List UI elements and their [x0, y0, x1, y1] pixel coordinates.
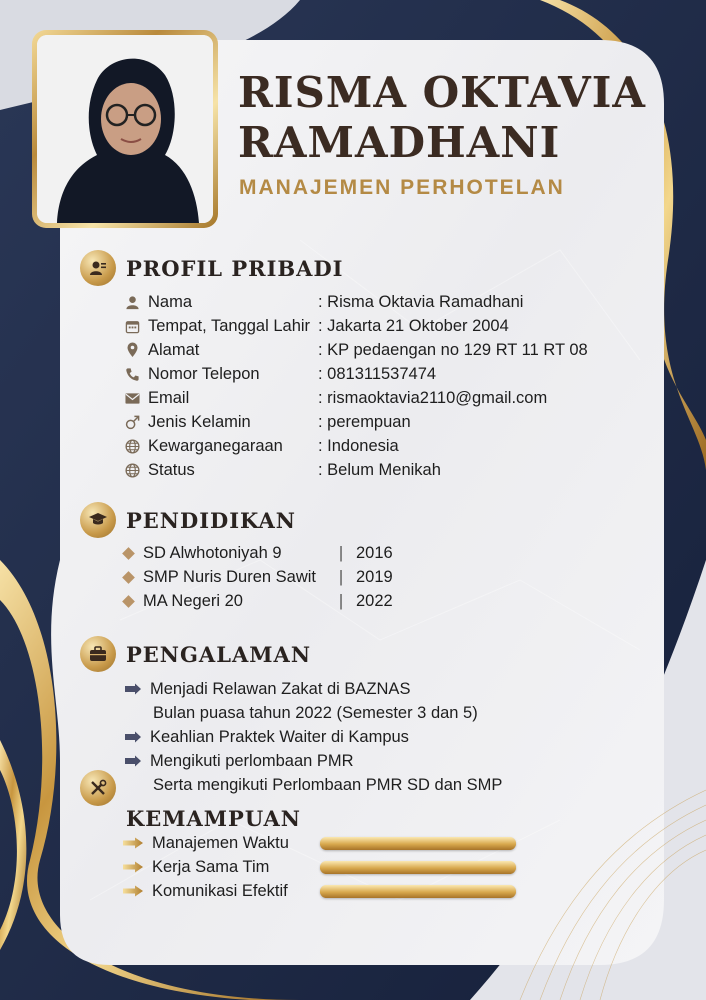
skill-level-fill: [320, 837, 516, 850]
location-pin-icon: [124, 342, 140, 358]
name-line-2: RAMADHANI: [238, 118, 561, 167]
profile-value: : rismaoktavia2110@gmail.com: [318, 388, 548, 407]
profile-value: : perempuan: [318, 412, 411, 431]
section-title-profile: PROFIL PRIBADI: [126, 256, 344, 281]
separator: |: [338, 567, 344, 586]
separator: |: [338, 543, 344, 562]
user-icon: [124, 294, 140, 310]
experience-title: Keahlian Praktek Waiter di Kampus: [150, 727, 409, 746]
profile-label: Kewarganegaraan: [148, 436, 283, 455]
profile-value: : Jakarta 21 Oktober 2004: [318, 316, 509, 335]
profile-value: : Risma Oktavia Ramadhani: [318, 292, 524, 311]
envelope-icon: [124, 390, 140, 406]
profile-label: Nama: [148, 292, 193, 311]
skill-level-fill: [320, 885, 516, 898]
profile-label: Status: [148, 460, 195, 479]
education-row: [124, 589, 393, 613]
profile-photo-frame: [32, 30, 218, 228]
profile-label: Email: [148, 388, 190, 407]
skill-level-bar: [320, 837, 516, 850]
arrow-bullet-icon: [124, 683, 150, 695]
graduation-year: 2016: [356, 543, 393, 562]
school-name: MA Negeri 20: [143, 591, 243, 610]
name-line-1: RISMA OKTAVIA: [238, 68, 646, 117]
experience-detail: Serta mengikuti Perlombaan PMR SD dan SMP: [153, 776, 503, 794]
profile-value: : Indonesia: [318, 436, 399, 455]
calendar-icon: [124, 318, 140, 334]
diamond-bullet-icon: [122, 571, 135, 584]
education-row: [124, 541, 393, 565]
tools-icon: [80, 770, 116, 806]
diamond-bullet-icon: [122, 547, 135, 560]
section-title-education: PENDIDIKAN: [126, 508, 296, 533]
skill-label: Manajemen Waktu: [152, 833, 289, 852]
profile-row: [124, 434, 399, 458]
profile-label: Tempat, Tanggal Lahir: [148, 316, 311, 335]
section-title-skills: KEMAMPUAN: [126, 806, 301, 831]
skill-level-bar: [320, 861, 516, 874]
school-name: SD Alwhotoniyah 9: [143, 543, 282, 562]
skill-level-bar: [320, 885, 516, 898]
profile-row: [124, 314, 509, 338]
gold-arrow-icon: [122, 861, 152, 873]
profile-photo: [37, 35, 213, 223]
profile-value: : KP pedaengan no 129 RT 11 RT 08: [318, 340, 588, 359]
arrow-bullet-icon: [124, 731, 150, 743]
skill-level-fill: [320, 861, 516, 874]
job-title: MANAJEMEN PERHOTELAN: [239, 176, 565, 199]
full-name: [238, 68, 646, 168]
experience-title: Menjadi Relawan Zakat di BAZNAS: [150, 679, 411, 698]
profile-label: Jenis Kelamin: [148, 412, 251, 431]
education-row: [124, 565, 393, 589]
skill-item: [122, 832, 289, 854]
profile-value: : Belum Menikah: [318, 460, 441, 479]
profile-row: [124, 386, 547, 410]
profile-row: [124, 362, 436, 386]
profile-row: [124, 338, 588, 362]
globe-icon: [124, 438, 140, 454]
profile-row: [124, 410, 411, 434]
graduation-year: 2022: [356, 591, 393, 610]
separator: |: [338, 591, 344, 610]
experience-item: [124, 725, 409, 749]
graduation-year: 2019: [356, 567, 393, 586]
section-title-experience: PENGALAMAN: [126, 642, 312, 667]
school-name: SMP Nuris Duren Sawit: [143, 567, 317, 586]
arrow-bullet-icon: [124, 755, 150, 767]
profile-row: [124, 458, 441, 482]
gold-arrow-icon: [122, 837, 152, 849]
experience-item: [124, 749, 354, 773]
skill-item: [122, 856, 269, 878]
experience-detail: Bulan puasa tahun 2022 (Semester 3 dan 5): [153, 704, 478, 722]
resume-card: [38, 40, 664, 965]
skill-item: [122, 880, 288, 902]
profile-label: Nomor Telepon: [148, 364, 260, 383]
profile-row: [124, 290, 523, 314]
experience-title: Mengikuti perlombaan PMR: [150, 751, 354, 770]
graduation-cap-icon: [80, 502, 116, 538]
briefcase-icon: [80, 636, 116, 672]
male-symbol-icon: [124, 414, 140, 430]
globe-icon: [124, 462, 140, 478]
profile-value: : 081311537474: [318, 364, 437, 383]
profile-label: Alamat: [148, 340, 200, 359]
skill-label: Kerja Sama Tim: [152, 857, 270, 876]
skill-label: Komunikasi Efektif: [152, 881, 288, 900]
gold-arrow-icon: [122, 885, 152, 897]
diamond-bullet-icon: [122, 595, 135, 608]
phone-icon: [124, 366, 140, 382]
person-card-icon: [80, 250, 116, 286]
experience-item: [124, 677, 410, 701]
